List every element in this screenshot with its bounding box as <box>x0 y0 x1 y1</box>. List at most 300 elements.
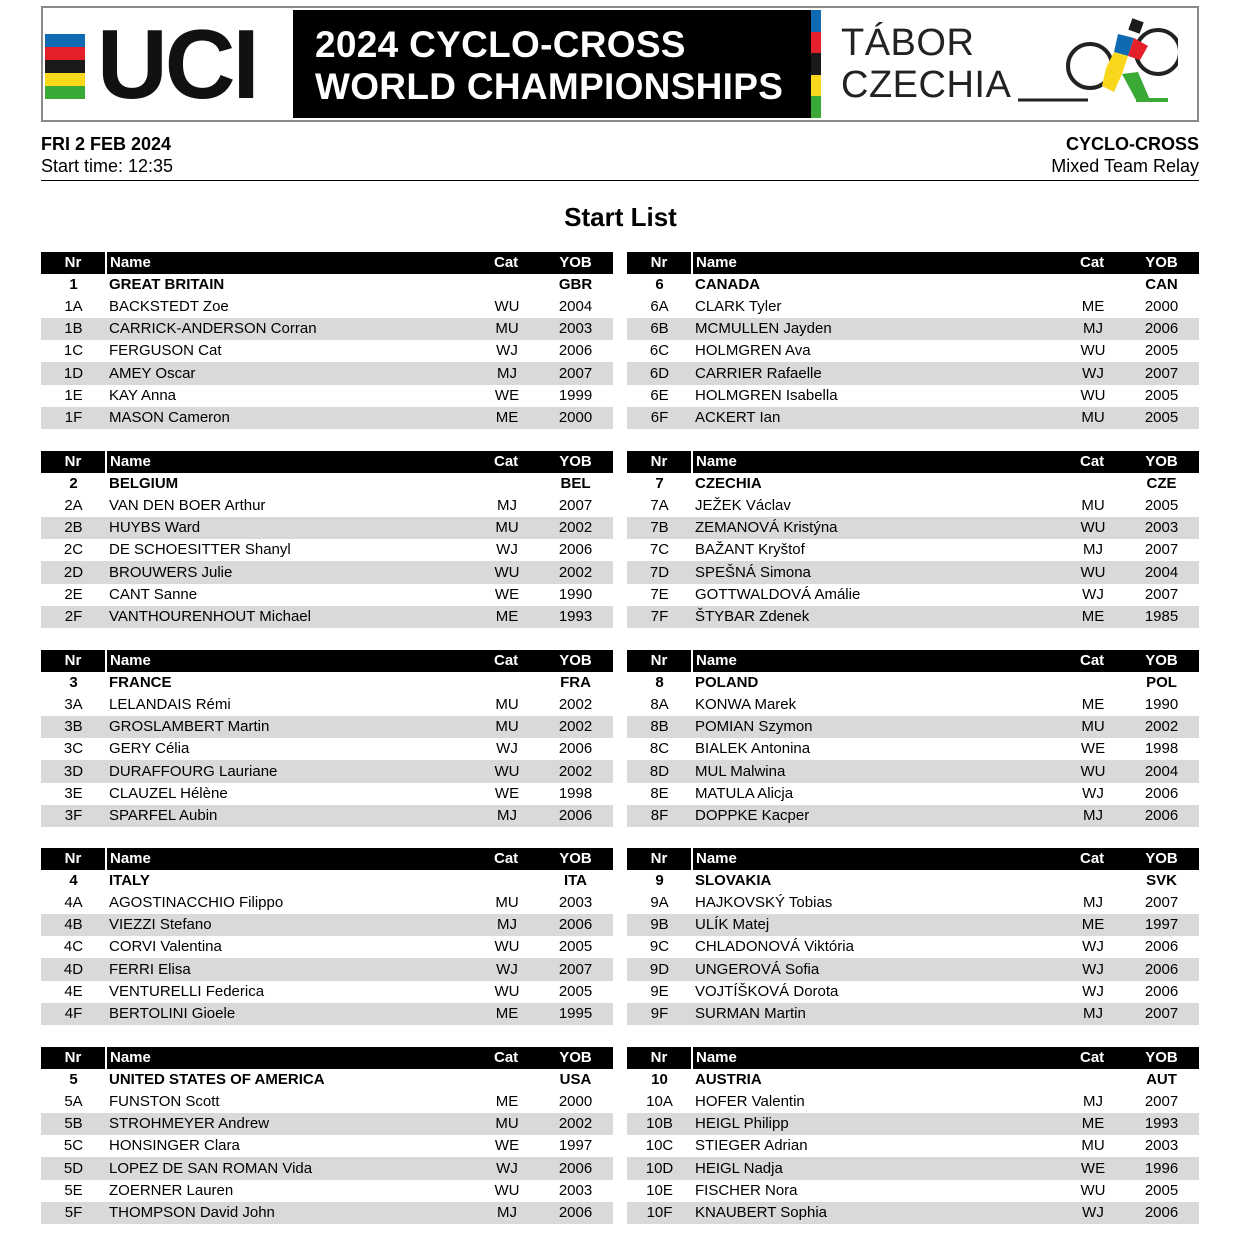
rider-yob: 2006 <box>538 1202 613 1224</box>
header-divider <box>41 180 1199 181</box>
column-header-name: Name <box>692 650 1062 672</box>
team-table <box>41 848 613 1025</box>
nation-name: GREAT BRITAIN <box>109 276 225 294</box>
rider-name: FISCHER Nora <box>692 1180 1062 1202</box>
rider-name: FUNSTON Scott <box>106 1091 476 1113</box>
rider-category: WU <box>1062 385 1124 407</box>
rider-yob: 2004 <box>538 296 613 318</box>
column-header-name: Name <box>692 252 1062 274</box>
rider-name: VOJTÍŠKOVÁ Dorota <box>692 981 1062 1003</box>
rider-row <box>41 716 613 738</box>
page-title: Start List <box>564 202 677 232</box>
rider-yob: 1995 <box>538 1003 613 1025</box>
rider-name: CARRICK-ANDERSON Corran <box>106 318 476 340</box>
nation-code: CZE <box>1146 475 1177 493</box>
rider-name: UNGEROVÁ Sofia <box>692 958 1062 980</box>
rider-number: 7D <box>627 561 692 583</box>
column-header-cat: Cat <box>476 650 538 672</box>
rider-number: 6C <box>627 340 692 362</box>
rider-category: WJ <box>1062 981 1124 1003</box>
column-header-name: Name <box>106 252 476 274</box>
rider-name: MASON Cameron <box>106 407 476 429</box>
column-header-cat: Cat <box>1062 650 1124 672</box>
rider-row <box>627 936 1199 958</box>
column-header-nr: Nr <box>41 252 106 274</box>
rider-category: MJ <box>476 914 538 936</box>
rider-name: HONSINGER Clara <box>106 1135 476 1157</box>
nation-cat <box>1062 1069 1124 1091</box>
rider-row <box>41 385 613 407</box>
rider-category: WE <box>476 1135 538 1157</box>
rider-category: WE <box>476 584 538 606</box>
column-header-name: Name <box>106 650 476 672</box>
column-header-nr: Nr <box>627 252 692 274</box>
rider-yob: 1985 <box>1124 606 1199 628</box>
rider-category: MJ <box>1062 805 1124 827</box>
rider-number: 1A <box>41 296 106 318</box>
team-number: 6 <box>655 276 664 294</box>
rider-yob: 2007 <box>538 958 613 980</box>
rider-row <box>41 694 613 716</box>
rider-row <box>627 1202 1199 1224</box>
nation-cat <box>476 473 538 495</box>
rider-name: STROHMEYER Andrew <box>106 1113 476 1135</box>
rider-number: 7F <box>627 606 692 628</box>
rider-row <box>41 495 613 517</box>
column-header-cat: Cat <box>476 1047 538 1069</box>
rider-yob: 2007 <box>1124 539 1199 561</box>
nation-name: UNITED STATES OF AMERICA <box>109 1071 325 1089</box>
rider-yob: 2006 <box>538 914 613 936</box>
nation-code: ITA <box>563 872 588 890</box>
rider-number: 6B <box>627 318 692 340</box>
rider-row <box>41 407 613 429</box>
rider-yob: 2007 <box>1124 362 1199 384</box>
rider-yob: 2002 <box>538 1113 613 1135</box>
uci-logo <box>45 10 292 118</box>
rider-yob: 2006 <box>538 738 613 760</box>
host-country: CZECHIA <box>841 64 1012 106</box>
rider-row <box>627 318 1199 340</box>
rider-row <box>627 981 1199 1003</box>
rider-yob: 2004 <box>1124 561 1199 583</box>
rider-row <box>41 981 613 1003</box>
nation-cat <box>1062 473 1124 495</box>
rider-name: SPEŠNÁ Simona <box>692 561 1062 583</box>
column-header-cat: Cat <box>476 252 538 274</box>
rider-yob: 2007 <box>1124 1091 1199 1113</box>
uci-logo-text: UCI <box>97 9 257 119</box>
rider-name: KAY Anna <box>106 385 476 407</box>
nation-code: USA <box>559 1071 592 1089</box>
rider-row <box>41 1113 613 1135</box>
team-number: 3 <box>69 674 78 692</box>
event-title-line1: 2024 CYCLO-CROSS <box>315 24 686 65</box>
team-number: 8 <box>655 674 664 692</box>
rider-number: 2A <box>41 495 106 517</box>
team-number: 10 <box>651 1071 668 1089</box>
team-table <box>41 650 613 827</box>
rider-number: 3B <box>41 716 106 738</box>
rider-name: VENTURELLI Federica <box>106 981 476 1003</box>
rider-name: VAN DEN BOER Arthur <box>106 495 476 517</box>
column-header-nr: Nr <box>41 451 106 473</box>
rider-name: DURAFFOURG Lauriane <box>106 760 476 782</box>
rider-yob: 2005 <box>1124 495 1199 517</box>
rider-number: 5F <box>41 1202 106 1224</box>
rider-row <box>41 517 613 539</box>
rider-number: 4F <box>41 1003 106 1025</box>
column-header-cat: Cat <box>1062 451 1124 473</box>
nation-cat <box>476 672 538 694</box>
rider-name: FERRI Elisa <box>106 958 476 980</box>
rider-yob: 2002 <box>538 561 613 583</box>
rider-yob: 1998 <box>1124 738 1199 760</box>
rider-number: 7C <box>627 539 692 561</box>
rider-yob: 1990 <box>1124 694 1199 716</box>
rider-name: AGOSTINACCHIO Filippo <box>106 892 476 914</box>
rider-category: WU <box>1062 340 1124 362</box>
column-header-nr: Nr <box>41 1047 106 1069</box>
nation-row <box>627 473 1199 495</box>
rider-category: MU <box>476 892 538 914</box>
rider-name: HUYBS Ward <box>106 517 476 539</box>
rider-row <box>627 892 1199 914</box>
column-header-yob: YOB <box>538 1047 613 1069</box>
rider-number: 8F <box>627 805 692 827</box>
rider-yob: 2005 <box>1124 385 1199 407</box>
rider-number: 3F <box>41 805 106 827</box>
rider-row <box>627 1180 1199 1202</box>
column-header-cat: Cat <box>1062 1047 1124 1069</box>
column-header-yob: YOB <box>1124 1047 1199 1069</box>
event-name: Mixed Team Relay <box>1051 156 1199 176</box>
rider-category: MJ <box>476 362 538 384</box>
rider-yob: 2003 <box>1124 1135 1199 1157</box>
rider-category: WE <box>476 783 538 805</box>
rider-row <box>41 1091 613 1113</box>
column-header-yob: YOB <box>1124 451 1199 473</box>
rider-row <box>627 517 1199 539</box>
rider-category: MJ <box>1062 539 1124 561</box>
rider-number: 4B <box>41 914 106 936</box>
team-table <box>627 650 1199 827</box>
rider-yob: 2004 <box>1124 760 1199 782</box>
rider-yob: 2006 <box>538 539 613 561</box>
column-header-yob: YOB <box>1124 848 1199 870</box>
column-header-cat: Cat <box>476 451 538 473</box>
nation-name: AUSTRIA <box>695 1071 762 1089</box>
nation-row <box>41 473 613 495</box>
rider-yob: 2006 <box>1124 981 1199 1003</box>
rider-name: BROUWERS Julie <box>106 561 476 583</box>
rider-number: 7B <box>627 517 692 539</box>
nation-row <box>41 274 613 296</box>
team-table <box>41 252 613 429</box>
rider-category: WJ <box>476 1157 538 1179</box>
rider-yob: 2005 <box>1124 1180 1199 1202</box>
rider-row <box>41 561 613 583</box>
rider-category: WJ <box>476 738 538 760</box>
rider-name: ZOERNER Lauren <box>106 1180 476 1202</box>
nation-name: CZECHIA <box>695 475 762 493</box>
rider-category: ME <box>1062 914 1124 936</box>
rider-row <box>41 606 613 628</box>
rider-category: MU <box>1062 407 1124 429</box>
column-header-yob: YOB <box>1124 252 1199 274</box>
rider-name: GOTTWALDOVÁ Amálie <box>692 584 1062 606</box>
rider-yob: 1997 <box>1124 914 1199 936</box>
nation-name: ITALY <box>109 872 150 890</box>
rider-row <box>41 914 613 936</box>
rider-number: 10A <box>627 1091 692 1113</box>
event-banner <box>41 6 1199 122</box>
rider-name: AMEY Oscar <box>106 362 476 384</box>
rider-yob: 2000 <box>538 1091 613 1113</box>
rider-number: 8A <box>627 694 692 716</box>
rider-name: SURMAN Martin <box>692 1003 1062 1025</box>
rider-yob: 2002 <box>538 517 613 539</box>
rider-category: ME <box>476 606 538 628</box>
rainbow-stripes-icon <box>45 34 85 100</box>
rider-name: CLARK Tyler <box>692 296 1062 318</box>
rider-category: WJ <box>1062 1202 1124 1224</box>
rider-name: KNAUBERT Sophia <box>692 1202 1062 1224</box>
start-time: Start time: 12:35 <box>41 156 174 176</box>
rider-category: MU <box>476 694 538 716</box>
rider-row <box>627 914 1199 936</box>
rider-number: 1E <box>41 385 106 407</box>
nation-row <box>41 870 613 892</box>
column-header-name: Name <box>692 848 1062 870</box>
nation-cat <box>1062 870 1124 892</box>
column-header-name: Name <box>692 451 1062 473</box>
rider-name: JEŽEK Václav <box>692 495 1062 517</box>
rider-name: ULÍK Matej <box>692 914 1062 936</box>
rider-name: LELANDAIS Rémi <box>106 694 476 716</box>
column-header-yob: YOB <box>1124 650 1199 672</box>
rider-yob: 2000 <box>538 407 613 429</box>
rider-row <box>41 584 613 606</box>
rider-number: 5A <box>41 1091 106 1113</box>
nation-cat <box>1062 274 1124 296</box>
rider-row <box>627 958 1199 980</box>
rider-row <box>627 760 1199 782</box>
column-header-yob: YOB <box>538 650 613 672</box>
rider-yob: 2006 <box>1124 783 1199 805</box>
rider-category: ME <box>1062 694 1124 716</box>
rider-row <box>627 1003 1199 1025</box>
rider-number: 3D <box>41 760 106 782</box>
rider-yob: 2003 <box>538 1180 613 1202</box>
rider-row <box>41 1157 613 1179</box>
rider-row <box>627 296 1199 318</box>
rider-yob: 2006 <box>538 340 613 362</box>
rider-number: 4A <box>41 892 106 914</box>
rider-number: 6E <box>627 385 692 407</box>
rider-category: WE <box>476 385 538 407</box>
rider-number: 1C <box>41 340 106 362</box>
rider-category: MU <box>1062 495 1124 517</box>
rider-yob: 2006 <box>1124 318 1199 340</box>
rider-yob: 2005 <box>1124 407 1199 429</box>
rider-category: WU <box>1062 1180 1124 1202</box>
discipline: CYCLO-CROSS <box>1065 134 1199 154</box>
rider-row <box>41 340 613 362</box>
nation-name: SLOVAKIA <box>695 872 772 890</box>
column-header-nr: Nr <box>627 451 692 473</box>
rider-category: WU <box>1062 760 1124 782</box>
rider-row <box>627 561 1199 583</box>
nation-row <box>627 274 1199 296</box>
rider-name: CANT Sanne <box>106 584 476 606</box>
rider-category: MU <box>476 716 538 738</box>
nation-code: BEL <box>560 475 591 493</box>
team-number: 9 <box>655 872 664 890</box>
rider-row <box>627 362 1199 384</box>
team-table <box>627 1047 1199 1224</box>
team-number: 5 <box>69 1071 78 1089</box>
rider-yob: 2002 <box>1124 716 1199 738</box>
rider-row <box>627 385 1199 407</box>
nation-code: CAN <box>1145 276 1178 294</box>
rider-category: ME <box>476 1003 538 1025</box>
rider-number: 2B <box>41 517 106 539</box>
nation-name: FRANCE <box>109 674 172 692</box>
column-header-nr: Nr <box>41 848 106 870</box>
rider-category: MJ <box>1062 318 1124 340</box>
rider-category: WU <box>476 296 538 318</box>
rider-number: 3A <box>41 694 106 716</box>
rider-category: WJ <box>1062 584 1124 606</box>
rider-name: BACKSTEDT Zoe <box>106 296 476 318</box>
rider-category: WJ <box>1062 362 1124 384</box>
rider-number: 1B <box>41 318 106 340</box>
cyclist-logo-icon <box>1018 16 1178 108</box>
rider-number: 9D <box>627 958 692 980</box>
rider-category: MU <box>476 1113 538 1135</box>
rider-row <box>627 694 1199 716</box>
rider-yob: 1996 <box>1124 1157 1199 1179</box>
rider-row <box>627 584 1199 606</box>
rider-number: 9F <box>627 1003 692 1025</box>
rider-yob: 2002 <box>538 760 613 782</box>
rider-category: WJ <box>476 340 538 362</box>
rider-name: MATULA Alicja <box>692 783 1062 805</box>
rider-category: WE <box>1062 738 1124 760</box>
rider-yob: 1993 <box>538 606 613 628</box>
column-header-nr: Nr <box>41 650 106 672</box>
rider-category: ME <box>476 1091 538 1113</box>
rider-name: CLAUZEL Hélène <box>106 783 476 805</box>
rider-number: 9E <box>627 981 692 1003</box>
rider-category: WU <box>1062 561 1124 583</box>
rider-row <box>627 716 1199 738</box>
rider-yob: 2007 <box>1124 584 1199 606</box>
column-header-name: Name <box>106 451 476 473</box>
rider-category: WU <box>476 936 538 958</box>
rider-row <box>41 760 613 782</box>
rider-row <box>41 1202 613 1224</box>
rider-yob: 2005 <box>538 936 613 958</box>
rider-row <box>627 1135 1199 1157</box>
rider-row <box>627 738 1199 760</box>
rider-yob: 2002 <box>538 694 613 716</box>
nation-row <box>41 1069 613 1091</box>
rider-number: 3C <box>41 738 106 760</box>
rider-number: 3E <box>41 783 106 805</box>
rider-row <box>41 1003 613 1025</box>
nation-row <box>41 672 613 694</box>
rider-name: DE SCHOESITTER Shanyl <box>106 539 476 561</box>
rider-row <box>41 539 613 561</box>
rider-yob: 2007 <box>1124 1003 1199 1025</box>
rainbow-bar-icon <box>811 10 821 118</box>
rider-yob: 2000 <box>1124 296 1199 318</box>
rider-number: 10E <box>627 1180 692 1202</box>
column-header-cat: Cat <box>1062 252 1124 274</box>
rider-row <box>627 539 1199 561</box>
rider-row <box>41 362 613 384</box>
rider-row <box>627 1113 1199 1135</box>
rider-name: HOLMGREN Ava <box>692 340 1062 362</box>
nation-code: SVK <box>1146 872 1177 890</box>
rider-category: MJ <box>476 1202 538 1224</box>
rider-yob: 2007 <box>1124 892 1199 914</box>
rider-name: ZEMANOVÁ Kristýna <box>692 517 1062 539</box>
rider-row <box>627 340 1199 362</box>
event-title-line2: WORLD CHAMPIONSHIPS <box>315 66 784 107</box>
column-header-name: Name <box>106 1047 476 1069</box>
nation-code: GBR <box>558 276 593 294</box>
rider-category: MU <box>476 517 538 539</box>
rider-name: MCMULLEN Jayden <box>692 318 1062 340</box>
nation-row <box>627 672 1199 694</box>
column-header-nr: Nr <box>627 1047 692 1069</box>
column-header-name: Name <box>692 1047 1062 1069</box>
rider-yob: 2006 <box>1124 936 1199 958</box>
rider-row <box>627 407 1199 429</box>
race-date: FRI 2 FEB 2024 <box>41 134 172 154</box>
rider-category: WJ <box>476 539 538 561</box>
nation-name: POLAND <box>695 674 759 692</box>
rider-category: MJ <box>476 805 538 827</box>
rider-category: MJ <box>1062 1003 1124 1025</box>
rider-yob: 2003 <box>538 318 613 340</box>
rider-row <box>627 805 1199 827</box>
rider-number: 2E <box>41 584 106 606</box>
rider-number: 2F <box>41 606 106 628</box>
rider-row <box>41 1180 613 1202</box>
rider-name: MUL Malwina <box>692 760 1062 782</box>
rider-number: 4C <box>41 936 106 958</box>
rider-row <box>41 936 613 958</box>
column-header-name: Name <box>106 848 476 870</box>
rider-row <box>41 296 613 318</box>
nation-name: CANADA <box>695 276 760 294</box>
rider-number: 9A <box>627 892 692 914</box>
nation-code: AUT <box>1146 1071 1177 1089</box>
rider-category: ME <box>1062 296 1124 318</box>
column-header-nr: Nr <box>627 650 692 672</box>
rider-category: MU <box>1062 716 1124 738</box>
column-header-yob: YOB <box>538 848 613 870</box>
rider-name: CARRIER Rafaelle <box>692 362 1062 384</box>
rider-yob: 2003 <box>1124 517 1199 539</box>
team-table <box>41 1047 613 1224</box>
rider-name: VANTHOURENHOUT Michael <box>106 606 476 628</box>
rider-category: MJ <box>1062 892 1124 914</box>
